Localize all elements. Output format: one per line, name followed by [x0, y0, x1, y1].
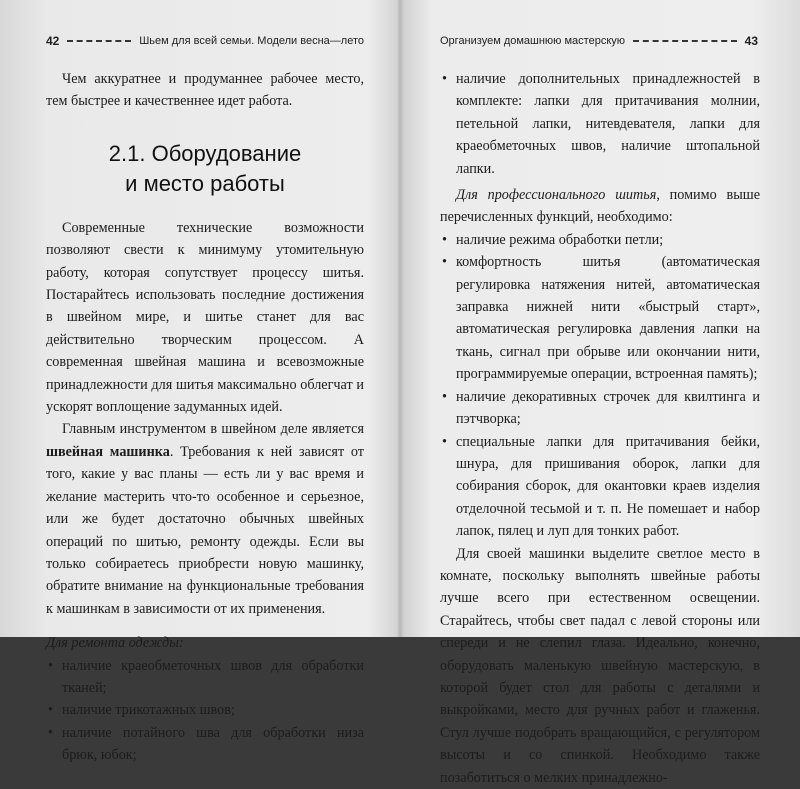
- body-paragraph: Для своей машинки выделите светлое место в комнате, поскольку выполнять швейные работы лучше всего при естественном освещении. Старайтесь, чтобы свет падал с левой стороны или спереди и не слепил глаза. Идеально, конечно, оборудовать маленькую швейную мастерскую, в которой будет стол для работы с деталями и выкройками, место для ручных работ и глаженья. Стул лучше подобрать вращающийся, с регулятором высоты и со спинкой. Необходимо также позаботиться о мелких принадлежно-: [440, 545, 760, 786]
- right-page-body: [440, 68, 760, 789]
- body-paragraph: Главным инструментом в швейном деле является швейная машинка. Требования к ней зависят от того, какие у вас планы — есть ли у вас время и желание мастерить что-то особенное и серьезное, или же будет достаточно обычных швейных операций по шитью, ремонту одежды. Если вы только собираетесь приобрести новую машинку, обратите внимание на функциональные требования к машинкам в зависимости от их применения.: [46, 421, 364, 617]
- pro-list: [440, 229, 760, 543]
- list-item: • специальные лапки для притачивания бейки, шнура, для пришивания оборок, лапки для собирания сборок, для окантовки краев изделия отделочной тесьмой и т. п. Не помешает и набор лапок, пялец и луп для тонких работ.: [440, 431, 760, 543]
- repair-list-title: Для ремонта одежды:: [46, 635, 184, 652]
- right-page-header: [440, 34, 758, 48]
- left-page-body: [46, 68, 364, 767]
- list-item: • наличие краеобметочных швов для обработки тканей;: [46, 655, 364, 700]
- header-dashed-rule: [633, 40, 737, 42]
- list-item: • наличие декоративных строчек для квилтинга и пэтчворка;: [440, 386, 760, 431]
- page-number: 42: [46, 34, 60, 48]
- pro-intro: Для профессионального шитья, помимо выше перечисленных функций, необходимо:: [440, 187, 760, 226]
- running-title: Организуем домашнюю мастерскую: [440, 35, 626, 47]
- right-page: [400, 0, 800, 786]
- list-item: • наличие дополнительных принадлежностей в комплекте: лапки для притачивания молнии, петельной лапки, нитевдевателя, лапки для краеобметочных швов, наличие штопальной лапки.: [440, 68, 760, 180]
- accessory-list: [440, 68, 760, 180]
- bold-term: швейная машинка: [46, 443, 170, 460]
- pro-list-title: Для профессионального шитья: [456, 187, 657, 204]
- section-heading: [46, 139, 364, 199]
- page-number: 43: [744, 34, 758, 48]
- header-dashed-rule: [67, 40, 131, 42]
- list-item: • наличие режима обработки петли;: [440, 229, 760, 251]
- repair-list: [46, 655, 364, 767]
- body-paragraph: Современные технические возможности позволяют свести к минимуму утомительную работу, которая сопутствует процессу шитья. Постарайтесь использовать последние достижения в швейном мире, и шитье станет для вас действительно творческим процессом. А современная швейная машина и всевозможные принадлежности для шитья максимально облегчат и ускорят воплощение задуманных идей.: [46, 219, 364, 416]
- section-heading-line-1: 2.1. Оборудование: [108, 140, 302, 166]
- running-title: Шьем для всей семьи. Модели весна—лето: [139, 35, 364, 47]
- left-page-header: [46, 34, 364, 48]
- section-heading-line-2: и место работы: [125, 170, 285, 196]
- intro-paragraph: Чем аккуратнее и продуманнее рабочее место, тем быстрее и качественнее идет работа.: [46, 71, 364, 110]
- left-page: [0, 0, 400, 764]
- list-item: • наличие потайного шва для обработки низа брюк, юбок;: [46, 722, 364, 767]
- list-item: • наличие трикотажных швов;: [46, 699, 364, 721]
- list-item: • комфортность шитья (автоматическая регулировка натяжения нитей, автоматическая заправка нижней нити «быстрый старт», автоматическая регулировка давления лапки на ткань, сигнал при обрыве или окончании нити, программируемые операции, встроенная память);: [440, 251, 760, 385]
